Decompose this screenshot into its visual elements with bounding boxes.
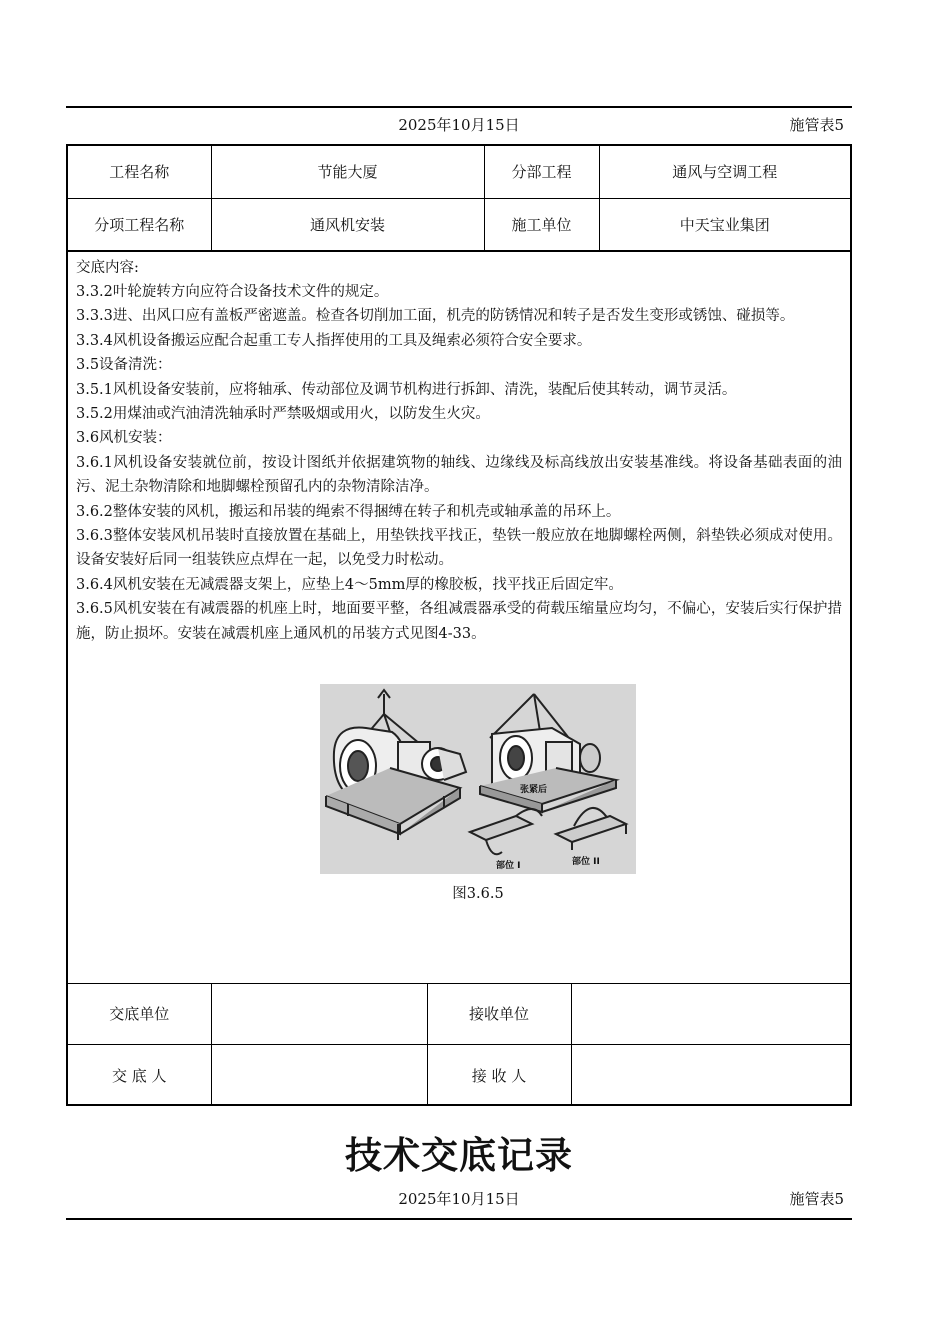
label-part-2: 部位 II xyxy=(572,856,600,867)
header-date: 2025年10月15日 xyxy=(398,116,520,134)
next-page-date: 2025年10月15日 xyxy=(398,1190,520,1208)
content-paragraph: 3.6.5风机安装在有减震器的机座上时，地面要平整，各组减震器承受的荷载压缩量应均匀，不偏心，安装后实行保护措施，防止损坏。安装在减震机座上通风机的吊装方式见图4-33。 xyxy=(76,601,842,642)
disclosure-sheet xyxy=(66,144,852,1106)
signature-row-unit xyxy=(68,984,850,1045)
figure-caption: 图3.6.5 xyxy=(452,885,504,902)
content-title: 交底内容: xyxy=(76,259,139,276)
content-paragraph: 3.6.4风机安装在无减震器支架上，应垫上4～5mm厚的橡胶板，找平找正后固定牢。 xyxy=(76,576,623,593)
label-after-tension: 张紧后 xyxy=(520,784,548,795)
fan-hoisting-figure xyxy=(320,684,636,874)
label-part-1: 部位 I xyxy=(496,860,521,871)
project-name-label: 工程名称 xyxy=(68,146,211,198)
project-name-value: 节能大厦 xyxy=(211,146,484,198)
project-info-row-1 xyxy=(68,146,850,198)
contractor-value: 中天宝业集团 xyxy=(599,198,850,250)
left-fan-drawing xyxy=(326,690,466,840)
project-info-row-2 xyxy=(68,198,850,250)
project-info-table xyxy=(68,146,850,251)
detail-part-drawings xyxy=(470,807,626,853)
subitem-value: 通风机安装 xyxy=(211,198,484,250)
fan-hoisting-illustration xyxy=(320,684,636,874)
receiver-person-label: 接 收 人 xyxy=(427,1045,571,1106)
content-paragraph: 3.5设备清洗： xyxy=(76,357,172,374)
document-title: 技术交底记录 xyxy=(345,1134,573,1177)
content-paragraph: 3.5.1风机设备安装前，应将轴承、传动部位及调节机构进行拆卸、清洗，装配后使其转动，调节灵活。 xyxy=(76,381,737,398)
content-paragraph: 3.3.2叶轮旋转方向应符合设备技术文件的规定。 xyxy=(76,283,389,300)
content-paragraph: 3.6.2整体安装的风机，搬运和吊装的绳索不得捆缚在转子和机壳或轴承盖的吊环上。 xyxy=(76,503,621,520)
receiver-unit-label: 接收单位 xyxy=(427,984,571,1045)
subitem-label: 分项工程名称 xyxy=(68,198,211,250)
issuer-unit-label: 交底单位 xyxy=(68,984,211,1045)
issuer-unit-field[interactable] xyxy=(211,984,427,1045)
disclosure-content xyxy=(68,251,850,984)
content-paragraph: 3.3.3进、出风口应有盖板严密遮盖。检查各切削加工面，机壳的防锈情况和转子是否发生变形或锈蚀、碰损等。 xyxy=(76,308,795,325)
division-label: 分部工程 xyxy=(484,146,599,198)
content-paragraph: 3.6风机安装： xyxy=(76,430,172,447)
signature-table xyxy=(68,984,850,1107)
content-paragraph: 3.6.3整体安装风机吊装时直接放置在基础上，用垫铁找平找正，垫铁一般应放在地脚螺栓两侧，斜垫铁必须成对使用。设备安装好后同一组装铁应点焊在一起，以免受力时松动。 xyxy=(76,527,842,569)
right-fan-drawing xyxy=(480,694,616,812)
receiver-unit-field[interactable] xyxy=(571,984,850,1045)
issuer-person-label: 交 底 人 xyxy=(68,1045,211,1106)
receiver-person-field[interactable] xyxy=(571,1045,850,1106)
next-page-header-line xyxy=(66,1188,852,1210)
content-paragraph: 3.3.4风机设备搬运应配合起重工专人指挥使用的工具及绳索必须符合安全要求。 xyxy=(76,332,592,349)
bottom-rule xyxy=(66,1218,852,1220)
next-page-form-number: 施管表5 xyxy=(789,1190,844,1208)
signature-row-person xyxy=(68,1045,850,1106)
content-paragraph: 3.6.1风机设备安装就位前，按设计图纸并依据建筑物的轴线、边缘线及标高线放出安装基准线。将设备基础表面的油污、泥土杂物清除和地脚螺栓预留孔内的杂物清除洁净。 xyxy=(76,454,842,496)
content-paragraph: 3.5.2用煤油或汽油清洗轴承时严禁吸烟或用火，以防发生火灾。 xyxy=(76,405,490,422)
division-value: 通风与空调工程 xyxy=(599,146,850,198)
top-rule xyxy=(66,106,852,108)
issuer-person-field[interactable] xyxy=(211,1045,427,1106)
header-form-number: 施管表5 xyxy=(789,116,844,134)
contractor-label: 施工单位 xyxy=(484,198,599,250)
header-line xyxy=(66,114,852,136)
